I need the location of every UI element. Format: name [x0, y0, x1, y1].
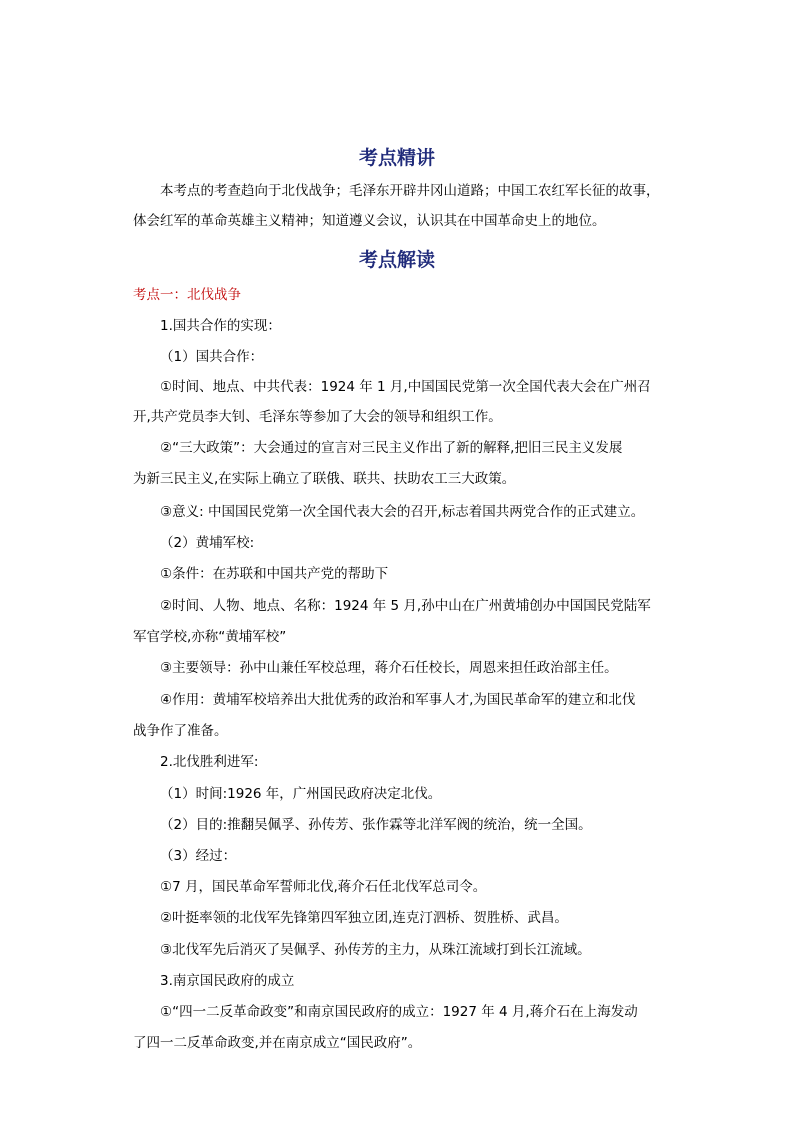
item1-p5-line1: ②时间、人物、地点、名称：1924 年 5 月,孙中山在广州黄埔创办中国国民党陆军	[160, 598, 651, 614]
item1-p6-line1: ③主要领导：孙中山兼任军校总理，蒋介石任校长，周恩来担任政治部主任。	[160, 660, 618, 676]
item1-p2-line2: 为新三民主义,在实际上确立了联俄、联共、扶助农工三大政策。	[133, 471, 516, 487]
item1-sub2-heading: （2）黄埔军校:	[160, 535, 255, 551]
item2-p3: ③北伐军先后消灭了吴佩孚、孙传芳的主力，从珠江流域打到长江流域。	[160, 942, 591, 958]
item1-p7-line2: 战争作了准备。	[133, 723, 228, 739]
item3-p1-line1: ①“四一二反革命政变”和南京国民政府的成立：1927 年 4 月,蒋介石在上海发动	[160, 1004, 638, 1020]
intro-line-1: 本考点的考查趋向于北伐战争；毛泽东开辟井冈山道路；中国工农红军长征的故事，	[160, 183, 660, 199]
item1-p1-line2: 开,共产党员李大钊、毛泽东等参加了大会的领导和组织工作。	[133, 409, 502, 425]
topic-heading: 考点一：北伐战争	[133, 287, 241, 303]
item2-sub2: （2）目的:推翻吴佩孚、孙传芳、张作霖等北洋军阀的统治，统一全国。	[160, 817, 592, 833]
intro-line-2: 体会红军的革命英雄主义精神；知道遵义会议，认识其在中国革命史上的地位。	[133, 213, 606, 229]
section-title-key-points: 考点精讲	[358, 147, 435, 169]
item1-heading: 1.国共合作的实现：	[160, 318, 281, 334]
item3-p1-line2: 了四一二反革命政变,并在南京成立“国民政府”。	[133, 1035, 422, 1051]
item1-p1-line1: ①时间、地点、中共代表：1924 年 1 月,中国国民党第一次全国代表大会在广州召	[160, 379, 651, 395]
item1-p7-line1: ④作用：黄埔军校培养出大批优秀的政治和军事人才,为国民革命军的建立和北伐	[160, 692, 636, 708]
item1-p3-line1: ③意义: 中国国民党第一次全国代表大会的召开,标志着国共两党合作的正式建立。	[160, 504, 645, 520]
item3-heading: 3.南京国民政府的成立	[160, 973, 295, 989]
section-title-interpretation: 考点解读	[358, 249, 435, 271]
item2-heading: 2.北伐胜利进军:	[160, 754, 259, 770]
item1-p4-line1: ①条件：在苏联和中国共产党的帮助下	[160, 566, 389, 582]
item2-p2: ②叶挺率领的北伐军先锋第四军独立团,连克汀泗桥、贺胜桥、武昌。	[160, 910, 568, 926]
item2-p1: ①7 月，国民革命军誓师北伐,蒋介石任北伐军总司令。	[160, 879, 487, 895]
item1-sub1-heading: （1）国共合作：	[160, 349, 264, 365]
item2-sub3: （3）经过：	[160, 848, 237, 864]
item1-p2-line1: ②“三大政策”：大会通过的宣言对三民主义作出了新的解释,把旧三民主义发展	[160, 440, 623, 456]
item1-p5-line2: 军官学校,亦称“黄埔军校”	[133, 629, 287, 645]
item2-sub1: （1）时间:1926 年，广州国民政府决定北伐。	[160, 786, 442, 802]
